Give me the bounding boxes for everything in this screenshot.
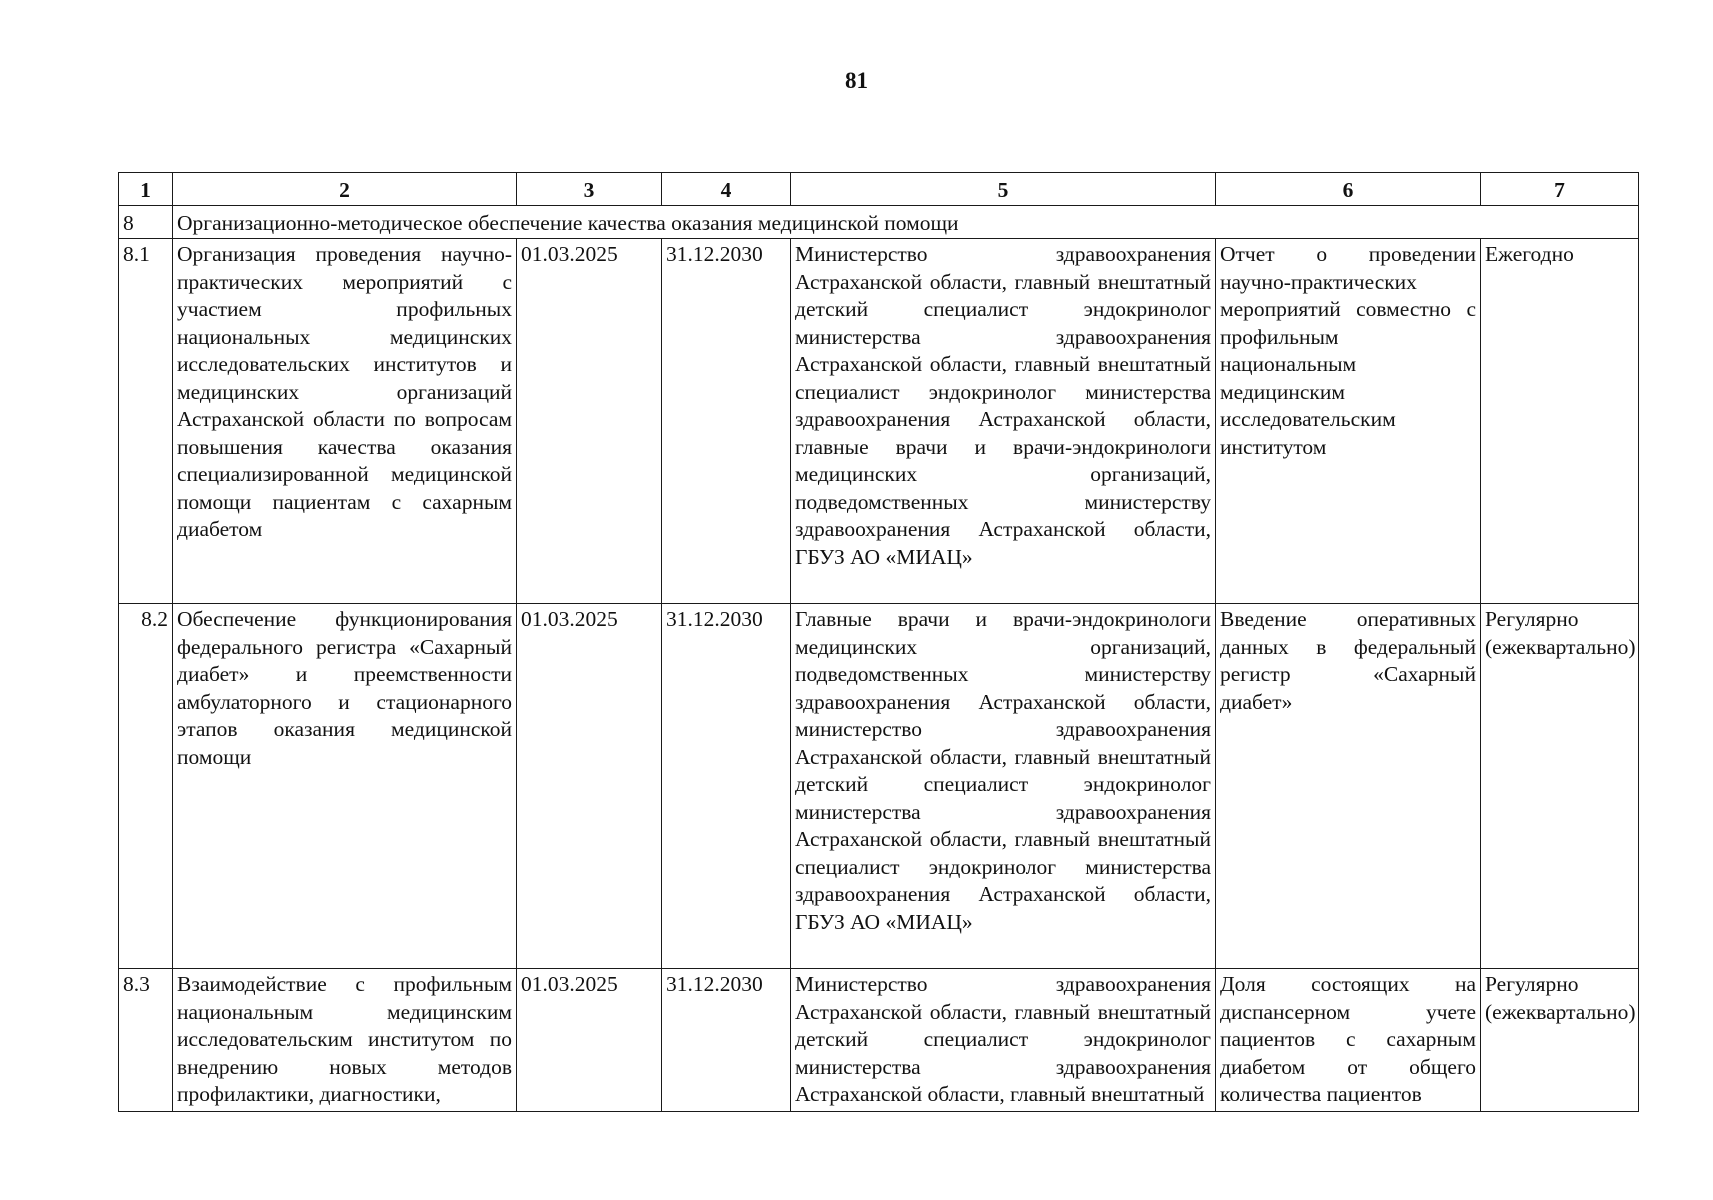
row-number: 8.1 [119,239,173,604]
column-number: 1 [119,173,173,206]
row-number: 8.3 [119,969,173,1112]
table-row [119,969,1639,1112]
result-cell: Введение оперативных данных в федеральный регистр «Сахарный диабет» [1216,604,1481,969]
column-number: 4 [662,173,791,206]
frequency-cell: Регулярно (ежеквартально) [1481,604,1639,969]
page-number: 81 [845,68,868,93]
responsible-cell: Главные врачи и врачи-эндокринологи медицинских организаций, подведомственных министерству здравоохранения Астраханской области, министерство здравоохранения Астраханской области, главный внештатный детский специалист эндокринолог министерства здравоохранения Астраханской области, главный внештатный специалист эндокринолог министерства здравоохранения Астраханской области, ГБУЗ АО «МИАЦ» [791,604,1216,969]
responsible-cell: Министерство здравоохранения Астраханской области, главный внештатный детский специалист эндокринолог министерства здравоохранения Астраханской области, главный внештатный специалист эндокринолог министерства здравоохранения Астраханской области, главные врачи и врачи-эндокринологи медицинских организаций, подведомственных министерству здравоохранения Астраханской области, ГБУЗ АО «МИАЦ» [791,239,1216,604]
table-row [119,604,1639,969]
end-date-cell: 31.12.2030 [662,604,791,969]
column-number: 6 [1216,173,1481,206]
column-number: 3 [517,173,662,206]
column-number: 2 [173,173,517,206]
start-date-cell: 01.03.2025 [517,969,662,1112]
frequency-cell: Ежегодно [1481,239,1639,604]
activity-cell: Организация проведения научно-практических мероприятий с участием профильных национальных медицинских исследовательских институтов и медицинских организаций Астраханской области по вопросам повышения качества оказания специализированной медицинской помощи пациентам с сахарным диабетом [173,239,517,604]
result-cell: Отчет о проведении научно-практических мероприятий совместно с профильным национальным медицинским исследовательским институтом [1216,239,1481,604]
measures-table [118,172,1639,1112]
end-date-cell: 31.12.2030 [662,239,791,604]
result-cell: Доля состоящих на диспансерном учете пациентов с сахарным диабетом от общего количества пациентов [1216,969,1481,1112]
activity-cell: Обеспечение функционирования федерального регистра «Сахарный диабет» и преемственности амбулаторного и стационарного этапов оказания медицинской помощи [173,604,517,969]
section-number: 8 [119,206,173,239]
column-number: 7 [1481,173,1639,206]
end-date-cell: 31.12.2030 [662,969,791,1112]
activity-cell: Взаимодействие с профильным национальным медицинским исследовательским институтом по внедрению новых методов профилактики, диагностики, [173,969,517,1112]
section-row [119,206,1639,239]
column-number-row [119,173,1639,206]
frequency-cell: Регулярно (ежеквартально) [1481,969,1639,1112]
row-number: 8.2 [119,604,173,969]
start-date-cell: 01.03.2025 [517,239,662,604]
section-title: Организационно-методическое обеспечение качества оказания медицинской помощи [173,206,1639,239]
table-row [119,239,1639,604]
column-number: 5 [791,173,1216,206]
start-date-cell: 01.03.2025 [517,604,662,969]
responsible-cell: Министерство здравоохранения Астраханской области, главный внештатный детский специалист эндокринолог министерства здравоохранения Астраханской области, главный внештатный [791,969,1216,1112]
